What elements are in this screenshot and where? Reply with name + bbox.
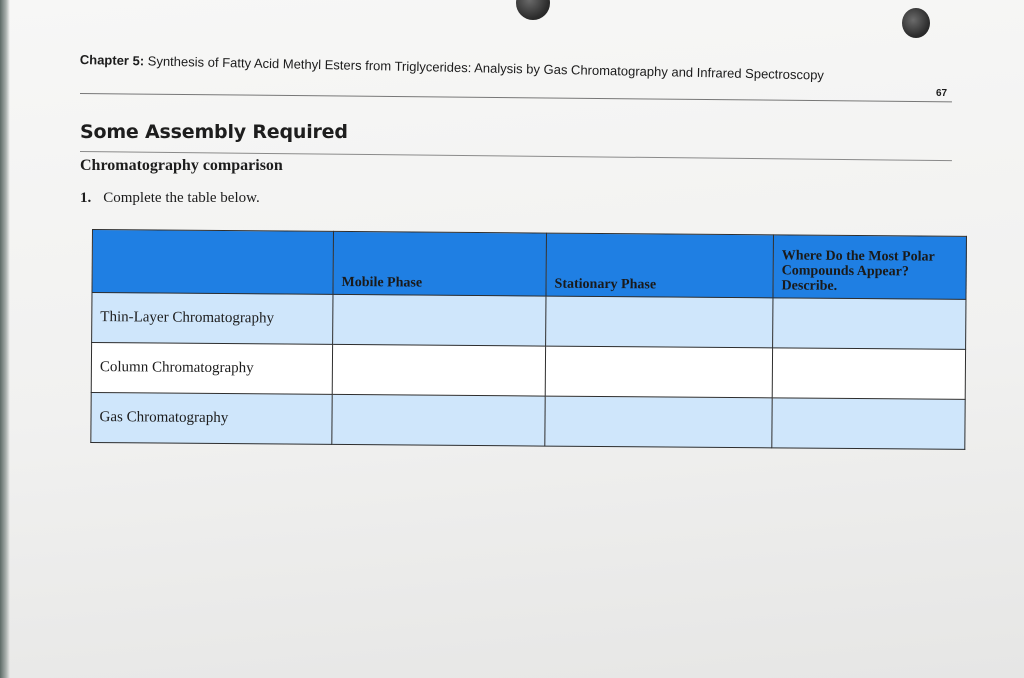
cell-column-stationary-phase[interactable] [545, 346, 772, 398]
header-polar-compounds: Where Do the Most Polar Compounds Appear? Describe. [773, 235, 966, 300]
comparison-table-wrap [90, 229, 967, 450]
header-blank [92, 230, 333, 295]
section-title: Some Assembly Required [80, 121, 348, 143]
chapter-title: Synthesis of Fatty Acid Methyl Esters from Triglycerides: Analysis by Gas Chromatography and Infrared Spectroscopy [147, 53, 825, 83]
question-text: Complete the table below. [103, 190, 260, 206]
cell-gc-mobile-phase[interactable] [332, 394, 545, 446]
table-row [91, 343, 965, 400]
cell-tlc-stationary-phase[interactable] [546, 296, 773, 348]
header-stationary-phase: Stationary Phase [546, 233, 773, 298]
row-label-column: Column Chromatography [91, 343, 332, 395]
cell-column-polar-compounds[interactable] [772, 348, 965, 400]
table-row [91, 392, 965, 449]
cell-tlc-polar-compounds[interactable] [773, 298, 966, 350]
table-header-row [92, 230, 966, 300]
cell-gc-polar-compounds[interactable] [772, 398, 965, 450]
section-subtitle: Chromatography comparison [80, 157, 283, 174]
question-number: 1. [80, 190, 92, 206]
page-number: 67 [936, 88, 948, 99]
row-label-tlc: Thin-Layer Chromatography [92, 293, 333, 345]
binder-edge [0, 0, 10, 678]
cell-tlc-mobile-phase[interactable] [333, 294, 546, 346]
chapter-header [79, 52, 825, 83]
punch-hole-right [902, 8, 930, 38]
chapter-label: Chapter 5: [79, 52, 145, 69]
question-1 [80, 190, 260, 207]
row-label-gc: Gas Chromatography [91, 392, 332, 444]
cell-gc-stationary-phase[interactable] [545, 396, 772, 448]
header-mobile-phase: Mobile Phase [333, 231, 546, 296]
chromatography-comparison-table [90, 229, 967, 450]
cell-column-mobile-phase[interactable] [332, 344, 545, 396]
punch-hole-top [516, 0, 550, 20]
table-row [92, 293, 966, 350]
header-rule [80, 93, 952, 102]
